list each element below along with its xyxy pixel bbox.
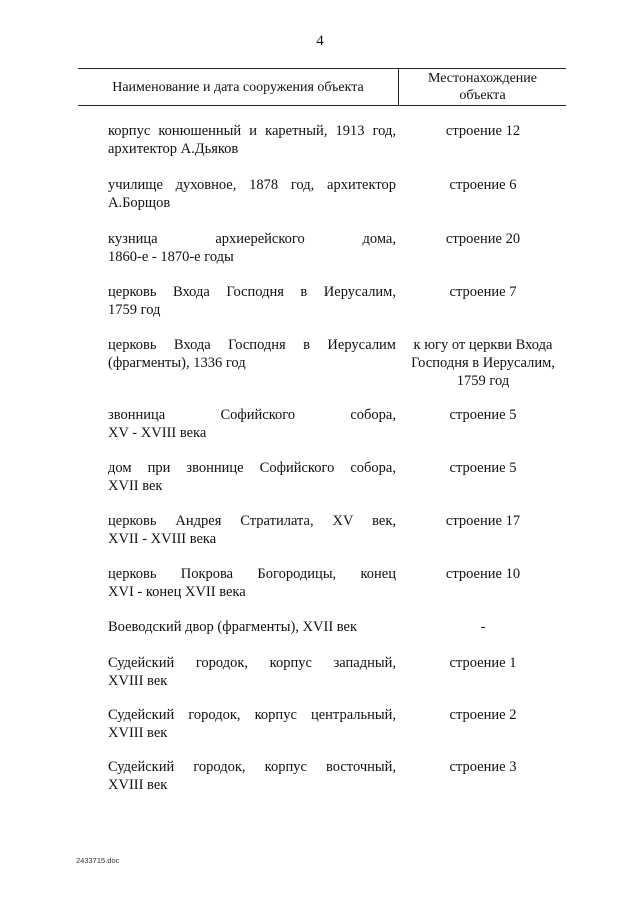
- object-name-line2: XVIII век: [108, 725, 168, 741]
- object-name: [108, 406, 396, 442]
- object-name-line2: архитектор А.Дьяков: [108, 141, 239, 157]
- object-location: строение 17: [445, 513, 521, 529]
- object-name: [108, 565, 396, 601]
- object-location-line1: к югу от церкви Входа: [413, 337, 553, 353]
- object-name-line2: XVIII век: [108, 673, 168, 689]
- object-name-line1: кузница архиерейского дома,: [108, 231, 396, 247]
- object-name-line1: церковь Андрея Стратилата, XV век,: [108, 513, 396, 529]
- object-location: строение 20: [445, 231, 521, 247]
- object-location: строение 7: [449, 284, 517, 300]
- header-location-text: [428, 70, 537, 104]
- object-name: [108, 336, 396, 372]
- object-location: строение 5: [449, 407, 517, 423]
- object-name-line2: XVII век: [108, 478, 163, 494]
- object-name: [108, 512, 396, 548]
- object-name-line2: 1860-е - 1870-е годы: [108, 249, 234, 265]
- object-location: строение 2: [449, 707, 517, 723]
- header-name-column: Наименование и дата сооружения объекта: [112, 80, 364, 95]
- header-location-line1: Местонахождение: [427, 71, 537, 86]
- object-name-line2: XVII - XVIII века: [108, 531, 217, 547]
- object-name: [108, 654, 396, 690]
- header-location-column: [398, 69, 566, 105]
- object-location: -: [480, 619, 486, 635]
- object-name: [108, 230, 396, 266]
- object-name-line2: 1759 год: [108, 302, 161, 318]
- table-header: [78, 68, 566, 106]
- object-name: [108, 758, 396, 794]
- object-name: [108, 176, 396, 212]
- object-location: строение 5: [449, 460, 517, 476]
- object-name: [108, 618, 396, 636]
- page-number: 4: [316, 33, 324, 49]
- document-footer: 2433715.doc: [76, 856, 120, 865]
- object-name-line2: (фрагменты), 1336 год: [108, 355, 246, 371]
- object-name-line1: церковь Входа Господня в Иерусалим: [108, 337, 396, 353]
- object-name-line2: А.Борщов: [108, 195, 171, 211]
- object-name-line1: церковь Покрова Богородицы, конец: [108, 566, 396, 582]
- object-name-line2: XVI - конец XVII века: [108, 584, 246, 600]
- object-location: строение 12: [445, 123, 521, 139]
- object-name-line1: Судейский городок, корпус западный,: [108, 655, 396, 671]
- object-name: [108, 459, 396, 495]
- object-name-line2: XV - XVIII века: [108, 425, 207, 441]
- object-name: [108, 706, 396, 742]
- object-location-line3: 1759 год: [456, 373, 510, 389]
- object-location: строение 6: [449, 177, 517, 193]
- object-location-line2: Господня в Иерусалим,: [411, 355, 555, 371]
- object-location: строение 3: [449, 759, 517, 775]
- object-location: строение 10: [445, 566, 521, 582]
- object-name-line1: Судейский городок, корпус центральный,: [108, 707, 396, 723]
- object-name: [108, 122, 396, 158]
- object-name-line1: Воеводский двор (фрагменты), XVII век: [108, 619, 358, 635]
- object-location: [402, 336, 564, 390]
- object-name-line1: церковь Входа Господня в Иерусалим,: [108, 284, 396, 300]
- object-name-line1: звонница Софийского собора,: [108, 407, 396, 423]
- object-name-line1: Судейский городок, корпус восточный,: [108, 759, 396, 775]
- object-name-line2: XVIII век: [108, 777, 168, 793]
- object-location: строение 1: [449, 655, 517, 671]
- object-name-line1: дом при звоннице Софийского собора,: [108, 460, 396, 476]
- object-name: [108, 283, 396, 319]
- object-name-line1: училище духовное, 1878 год, архитектор: [108, 177, 396, 193]
- header-location-line2: объекта: [459, 88, 506, 103]
- object-name-line1: корпус конюшенный и каретный, 1913 год,: [108, 123, 396, 139]
